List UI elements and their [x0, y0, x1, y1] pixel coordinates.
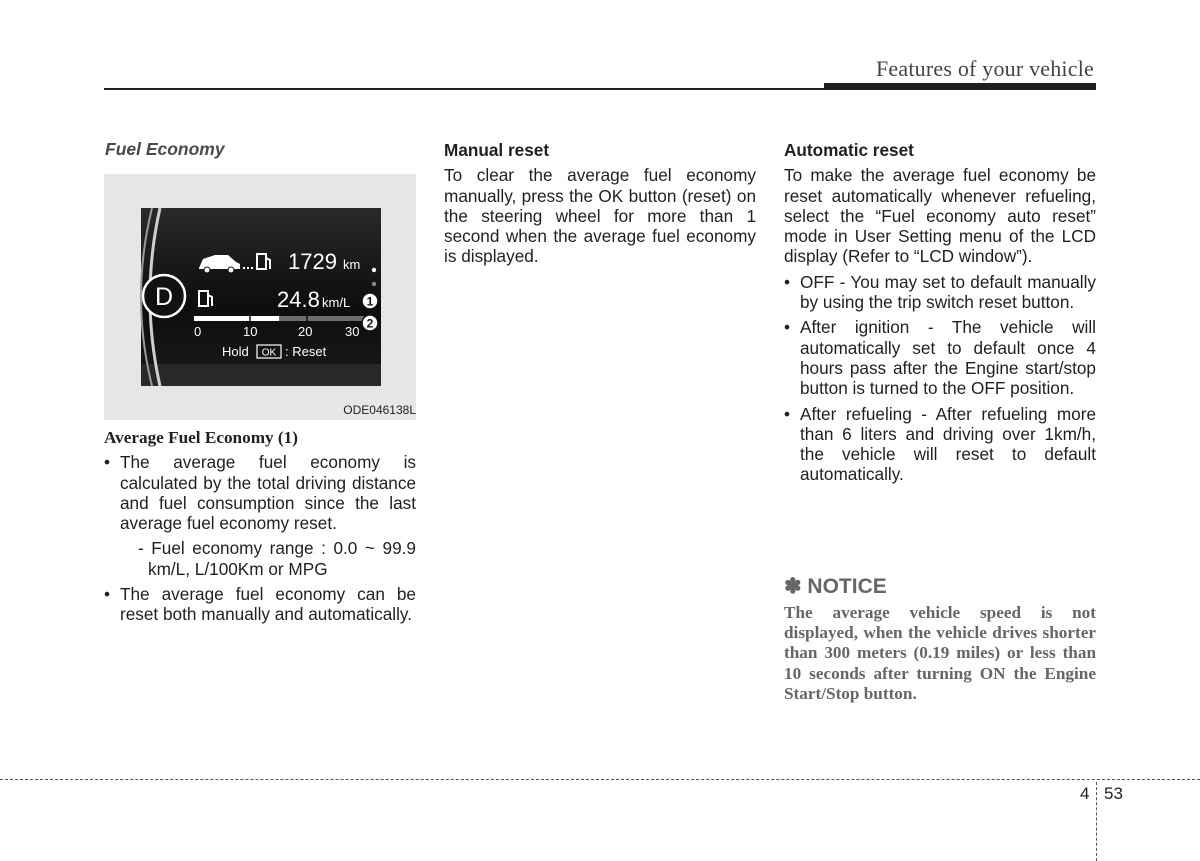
fuel-economy-heading: Fuel Economy: [105, 139, 225, 159]
list-item-text: After ignition - The vehicle will automatically set to default once 4 hours pass after the Engine start/stop button is turned to the OFF position.: [800, 317, 1096, 399]
footer-rule: [0, 779, 1200, 780]
notice-text: The average vehicle speed is not displayed, when the vehicle drives shorter than 300 meters (0.19 miles) or less than 10 seconds after turning ON the Engine Start/Stop button.: [784, 603, 1096, 703]
automatic-reset-heading: Automatic reset: [784, 140, 914, 160]
list-item: [104, 584, 416, 625]
scale-label-30: 30: [345, 324, 360, 339]
notice-title: ✽ NOTICE: [784, 575, 887, 598]
chapter-number: 4: [1080, 784, 1090, 803]
list-item: [784, 317, 1096, 398]
footer-divider: [1096, 782, 1097, 861]
list-item: [104, 452, 416, 579]
scale-label-0: 0: [194, 324, 202, 339]
automatic-reset-intro: To make the average fuel economy be reset automatically whenever refueling, select the “Fuel economy auto reset” mode in User Setting menu of the LCD display (Refer to “LCD window”).: [784, 165, 1096, 267]
avg-scale-fill: [194, 316, 279, 321]
list-item-text: The average fuel economy can be reset both manually and automatically.: [120, 584, 416, 625]
manual-reset-text: To clear the average fuel economy manually, press the OK button (reset) on the steering wheel for more than 1 second when the average fuel economy is displayed.: [444, 165, 756, 267]
automatic-reset-section: [784, 140, 1096, 490]
callout-1-label: 1: [366, 294, 374, 309]
manual-reset-section: [444, 140, 756, 267]
list-item-text: OFF - You may set to default manually by using the trip switch reset button.: [800, 271, 1096, 313]
list-item: [784, 272, 1096, 313]
automatic-reset-options: [784, 272, 1096, 485]
header-rule-accent: [824, 83, 1096, 90]
cluster-display-illustration: [104, 174, 416, 420]
range-unit: km: [343, 257, 361, 272]
avg-unit: km/L: [322, 295, 351, 310]
hold-label: Hold: [222, 344, 249, 359]
scale-label-10: 10: [243, 324, 258, 339]
cluster-figure: [104, 174, 416, 420]
reset-label: : Reset: [285, 344, 327, 359]
average-fuel-economy-list: [104, 452, 416, 624]
gear-letter: D: [154, 283, 174, 311]
list-item: [784, 404, 1096, 485]
range-value: 1729: [288, 249, 337, 274]
running-header: Features of your vehicle: [875, 56, 1094, 81]
sub-item: - Fuel economy range : 0.0 ~ 99.9 km/L, L/100Km or MPG: [138, 538, 416, 579]
avg-value: 24.8: [277, 287, 320, 312]
scale-label-20: 20: [298, 324, 313, 339]
page-number: 53: [1104, 784, 1123, 803]
list-item-text: After refueling - After refueling more than 6 liters and driving over 1km/h, the vehicle will reset to default automatically.: [800, 403, 1096, 485]
callout-2-label: 2: [366, 316, 374, 331]
average-fuel-economy-section: [104, 428, 416, 630]
average-fuel-economy-heading: Average Fuel Economy (1): [104, 428, 298, 447]
list-item-text: The average fuel economy is calculated by the total driving distance and fuel consumption since the last average fuel economy reset.: [120, 452, 416, 534]
figure-caption: ODE046138L: [343, 403, 416, 417]
ok-label: OK: [261, 347, 277, 359]
manual-reset-heading: Manual reset: [444, 140, 550, 160]
